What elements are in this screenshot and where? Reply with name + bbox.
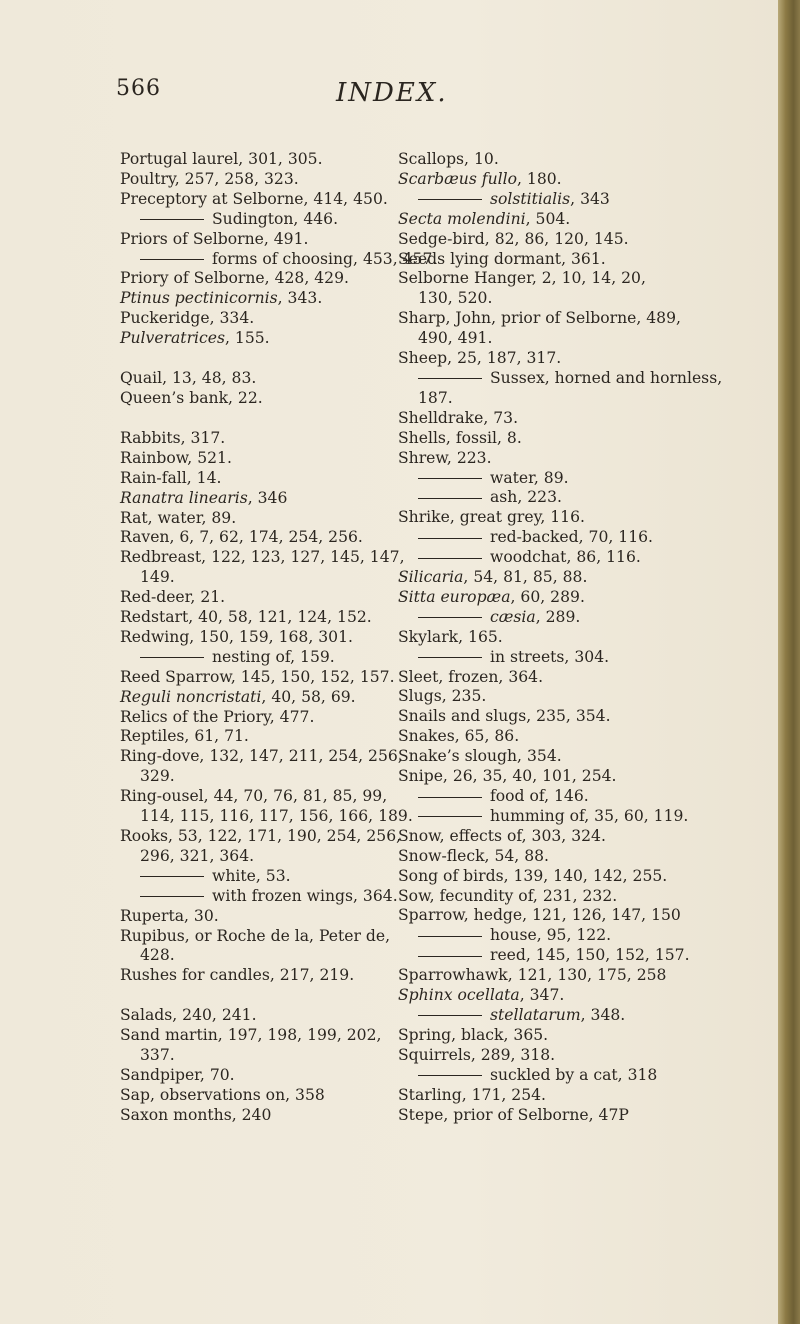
index-entry	[120, 827, 402, 847]
index-entry	[120, 489, 390, 509]
entry-text: Ranatra linearis	[120, 488, 248, 507]
ditto-dash	[418, 657, 482, 658]
entry-text: Sussex, horned and hornless,	[490, 368, 723, 387]
index-entry	[398, 668, 758, 688]
entry-text: , 348.	[580, 1005, 626, 1024]
index-entry	[120, 150, 390, 170]
section-gap	[120, 349, 390, 369]
entry-text: Selborne Hanger, 2, 10, 14, 20,	[398, 269, 646, 288]
ditto-dash	[418, 936, 482, 937]
ditto-dash	[140, 876, 204, 877]
index-entry	[120, 509, 390, 529]
entry-text: Shrew, 223.	[398, 448, 492, 467]
index-entry	[120, 170, 390, 190]
entry-text: Shrike, great grey, 116.	[398, 508, 585, 527]
entry-text: reed, 145, 150, 152, 157.	[490, 946, 690, 965]
entry-text: Redstart, 40, 58, 121, 124, 152.	[120, 608, 372, 627]
ditto-dash	[140, 896, 204, 897]
entry-text: Spring, black, 365.	[398, 1025, 549, 1044]
page-number: 566	[116, 76, 161, 101]
index-entry	[398, 747, 758, 767]
entry-text: , 347.	[519, 986, 565, 1005]
entry-text: 187.	[418, 388, 453, 407]
index-column-right	[398, 150, 758, 1125]
entry-text: Reptiles, 61, 71.	[120, 727, 249, 746]
ditto-dash	[418, 956, 482, 957]
entry-text: cæsia	[490, 607, 536, 626]
entry-text: Song of birds, 139, 140, 142, 255.	[398, 866, 668, 885]
index-subentry	[398, 190, 758, 210]
entry-text: Stepe, prior of Selborne, 47P	[398, 1105, 629, 1124]
index-entry	[120, 469, 390, 489]
entry-text: Portugal laurel, 301, 305.	[120, 150, 323, 168]
entry-text: food of, 146.	[490, 787, 589, 805]
entry-text: Salads, 240, 241.	[120, 1006, 257, 1025]
index-subentry	[398, 1066, 758, 1086]
index-entry	[398, 687, 758, 707]
entry-text: Seeds lying dormant, 361.	[398, 249, 606, 268]
entry-text: Redbreast, 122, 123, 127, 145, 147,	[120, 548, 405, 567]
index-entry	[398, 628, 758, 648]
index-subentry	[398, 548, 758, 568]
index-entry	[398, 1086, 758, 1106]
ditto-dash	[140, 219, 204, 220]
entry-text: , 289.	[535, 607, 581, 626]
entry-text: Priory of Selborne, 428, 429.	[120, 269, 349, 288]
entry-text: Sandpiper, 70.	[120, 1065, 235, 1084]
entry-text: Shells, fossil, 8.	[398, 428, 522, 447]
index-subentry	[398, 946, 758, 966]
index-entry-continuation	[398, 329, 758, 349]
entry-text: Skylark, 165.	[398, 627, 503, 646]
entry-text: , 180.	[517, 169, 562, 188]
entry-text: Rooks, 53, 122, 171, 190, 254, 256,	[120, 827, 402, 845]
entry-text: Scarbæus fullo	[398, 169, 517, 188]
index-subentry	[398, 648, 758, 668]
entry-text: Ring-dove, 132, 147, 211, 254, 256,	[120, 747, 403, 766]
entry-text: Rain-fall, 14.	[120, 468, 222, 487]
entry-text: Silicaria	[398, 568, 464, 587]
index-entry	[398, 887, 758, 907]
entry-text: Rushes for candles, 217, 219.	[120, 966, 355, 985]
index-entry	[120, 787, 390, 807]
entry-text: Scallops, 10.	[398, 150, 499, 168]
index-entry	[398, 429, 758, 449]
entry-text: 130, 520.	[418, 289, 493, 308]
index-entry-continuation	[398, 289, 758, 309]
entry-text: stellatarum	[490, 1005, 581, 1024]
entry-text: Sparrow, hedge, 121, 126, 147, 150	[398, 906, 681, 925]
index-entry	[398, 707, 758, 727]
entry-text: Snow, effects of, 303, 324.	[398, 826, 606, 845]
index-entry	[120, 1066, 390, 1086]
entry-text: Saxon months, 240	[120, 1105, 272, 1124]
entry-text: solstitialis	[490, 189, 571, 208]
ditto-dash	[418, 617, 482, 618]
entry-text: , 343	[570, 189, 610, 208]
entry-text: Sitta europæa	[398, 587, 511, 606]
index-entry	[120, 966, 390, 986]
entry-text: Queen’s bank, 22.	[120, 388, 263, 407]
entry-text: Redwing, 150, 159, 168, 301.	[120, 627, 353, 646]
entry-text: 114, 115, 116, 117, 156, 166, 189.	[140, 807, 413, 826]
index-entry	[398, 727, 758, 747]
index-entry	[120, 1086, 390, 1106]
index-entry	[398, 847, 758, 867]
index-entry	[120, 688, 390, 708]
entry-text: Ring-ousel, 44, 70, 76, 81, 85, 99,	[120, 787, 388, 806]
index-entry	[120, 628, 390, 648]
entry-text: Rainbow, 521.	[120, 448, 232, 467]
entry-text: nesting of, 159.	[212, 647, 335, 666]
index-entry-continuation	[120, 847, 390, 867]
entry-text: Rupibus, or Roche de la, Peter de,	[120, 926, 391, 945]
index-subentry	[398, 1006, 758, 1026]
entry-text: , 504.	[525, 209, 571, 228]
entry-text: Rabbits, 317.	[120, 428, 226, 447]
entry-text: 329.	[140, 767, 175, 786]
entry-text: Sleet, frozen, 364.	[398, 667, 544, 686]
entry-text: Sudington, 446.	[212, 209, 339, 228]
entry-text: , 346	[247, 488, 288, 507]
index-entry	[398, 170, 758, 190]
entry-text: Snow-fleck, 54, 88.	[398, 846, 550, 865]
entry-text: Rat, water, 89.	[120, 508, 237, 527]
index-entry	[398, 230, 758, 250]
index-entry-continuation	[120, 568, 390, 588]
index-subentry	[398, 528, 758, 548]
entry-text: Sow, fecundity of, 231, 232.	[398, 886, 618, 905]
index-entry	[398, 1046, 758, 1066]
entry-text: Raven, 6, 7, 62, 174, 254, 256.	[120, 528, 363, 547]
entry-text: Priors of Selborne, 491.	[120, 229, 309, 248]
index-subentry	[398, 608, 758, 628]
entry-text: , 60, 289.	[510, 587, 585, 606]
index-entry	[398, 767, 758, 787]
index-entry	[120, 190, 390, 210]
entry-text: Red-deer, 21.	[120, 588, 226, 607]
entry-text: Sharp, John, prior of Selborne, 489,	[398, 309, 681, 328]
index-entry	[398, 588, 758, 608]
index-entry	[120, 389, 390, 409]
entry-text: Shelldrake, 73.	[398, 408, 519, 427]
entry-text: ash, 223.	[490, 488, 562, 507]
index-entry	[120, 1006, 390, 1026]
index-entry	[120, 309, 390, 329]
entry-text: 490, 491.	[418, 329, 493, 348]
running-title: INDEX.	[336, 78, 448, 108]
ditto-dash	[418, 498, 482, 499]
index-entry	[398, 966, 758, 986]
entry-text: 149.	[140, 568, 175, 587]
index-subentry	[398, 787, 758, 807]
index-entry	[398, 827, 758, 847]
ditto-dash	[418, 797, 482, 798]
index-entry	[120, 369, 390, 389]
index-entry-continuation	[120, 1046, 390, 1066]
entry-text: Starling, 171, 254.	[398, 1085, 547, 1104]
index-entry	[120, 1106, 390, 1126]
index-subentry	[120, 867, 390, 887]
entry-text: Relics of the Priory, 477.	[120, 707, 315, 726]
section-gap	[120, 986, 390, 1006]
entry-text: woodchat, 86, 116.	[490, 548, 641, 567]
index-subentry	[398, 369, 758, 389]
index-entry	[120, 747, 403, 767]
entry-text: Sedge-bird, 82, 86, 120, 145.	[398, 229, 629, 248]
entry-text: , 343.	[277, 289, 323, 308]
entry-text: forms of choosing, 453, 457.	[212, 249, 438, 268]
index-entry	[120, 230, 390, 250]
index-entry	[398, 986, 758, 1006]
index-entry	[120, 588, 390, 608]
index-entry	[120, 269, 390, 289]
entry-text: Ptinus pectinicornis	[120, 289, 278, 308]
index-entry	[398, 409, 758, 429]
section-gap	[120, 409, 390, 429]
ditto-dash	[418, 378, 482, 379]
index-entry	[120, 907, 390, 927]
entry-text: , 40, 58, 69.	[261, 687, 356, 706]
entry-text: , 155.	[224, 329, 270, 348]
index-entry-continuation	[120, 767, 390, 787]
index-entry	[120, 708, 390, 728]
index-subentry	[120, 886, 398, 907]
ditto-dash	[140, 657, 204, 658]
index-subentry	[398, 469, 758, 489]
entry-text: Squirrels, 289, 318.	[398, 1045, 556, 1064]
index-entry	[120, 927, 390, 947]
entry-text: , 54, 81, 85, 88.	[463, 568, 588, 587]
index-entry	[398, 568, 758, 588]
ditto-dash	[418, 558, 482, 559]
entry-text: white, 53.	[212, 866, 291, 885]
entry-text: Sparrowhawk, 121, 130, 175, 258	[398, 966, 667, 985]
entry-text: suckled by a cat, 318	[490, 1065, 658, 1084]
entry-text: Puckeridge, 334.	[120, 309, 255, 328]
entry-text: Sap, observations on, 358	[120, 1085, 325, 1104]
index-subentry	[120, 210, 390, 230]
ditto-dash	[140, 259, 204, 260]
index-entry	[398, 508, 758, 528]
entry-text: water, 89.	[490, 468, 569, 487]
page-header	[0, 76, 780, 116]
ditto-dash	[418, 816, 482, 817]
index-entry	[398, 250, 758, 270]
entry-text: Secta molendini	[398, 209, 526, 228]
ditto-dash	[418, 478, 482, 479]
entry-text: Poultry, 257, 258, 323.	[120, 169, 299, 188]
entry-text: Snakes, 65, 86.	[398, 727, 520, 746]
entry-text: Sheep, 25, 187, 317.	[398, 349, 562, 368]
entry-text: Preceptory at Selborne, 414, 450.	[120, 189, 388, 208]
entry-text: Sand martin, 197, 198, 199, 202,	[120, 1026, 382, 1045]
entry-text: Reguli noncristati	[120, 687, 262, 706]
entry-text: in streets, 304.	[490, 647, 610, 666]
index-subentry	[120, 249, 438, 270]
ditto-dash	[418, 538, 482, 539]
entry-text: Reed Sparrow, 145, 150, 152, 157.	[120, 667, 395, 686]
index-entry	[120, 289, 390, 309]
index-entry	[398, 449, 758, 469]
entry-text: Snake’s slough, 354.	[398, 747, 562, 766]
entry-text: 428.	[140, 946, 175, 965]
index-entry	[120, 528, 390, 548]
index-entry	[120, 449, 390, 469]
index-entry	[120, 667, 395, 688]
entry-text: 296, 321, 364.	[140, 846, 255, 865]
entry-text: house, 95, 122.	[490, 926, 612, 945]
index-entry	[398, 906, 758, 926]
entry-text: Pulveratrices	[120, 329, 225, 348]
index-entry	[398, 1026, 758, 1046]
index-subentry	[398, 488, 758, 508]
index-entry	[398, 1106, 758, 1126]
index-entry	[398, 269, 758, 289]
index-subentry	[398, 807, 758, 827]
entry-text: Ruperta, 30.	[120, 906, 219, 925]
entry-text: Quail, 13, 48, 83.	[120, 369, 257, 388]
entry-text: humming of, 35, 60, 119.	[490, 806, 689, 825]
entry-text: Snipe, 26, 35, 40, 101, 254.	[398, 767, 617, 786]
index-entry	[120, 429, 390, 449]
index-entry	[398, 210, 758, 230]
index-subentry	[120, 648, 390, 668]
index-entry-continuation	[120, 946, 390, 966]
ditto-dash	[418, 1015, 482, 1016]
entry-text: Sphinx ocellata	[398, 986, 520, 1005]
entry-text: 337.	[140, 1046, 175, 1065]
page-edge-shadow	[778, 0, 800, 1324]
index-entry	[120, 329, 390, 349]
index-entry	[120, 727, 390, 747]
ditto-dash	[418, 199, 482, 200]
index-subentry	[398, 926, 758, 946]
index-entry-continuation	[398, 389, 758, 409]
entry-text: red-backed, 70, 116.	[490, 528, 653, 547]
index-entry	[120, 608, 390, 628]
entry-text: Snails and slugs, 235, 354.	[398, 707, 611, 726]
entry-text: Slugs, 235.	[398, 687, 487, 706]
index-entry	[398, 150, 758, 170]
ditto-dash	[418, 1075, 482, 1076]
index-entry	[120, 548, 405, 568]
entry-text: with frozen wings, 364.	[212, 886, 398, 905]
index-entry	[120, 1026, 390, 1046]
index-entry	[398, 349, 758, 369]
index-entry-continuation	[120, 807, 413, 827]
index-entry	[398, 309, 758, 329]
index-entry	[398, 867, 758, 887]
